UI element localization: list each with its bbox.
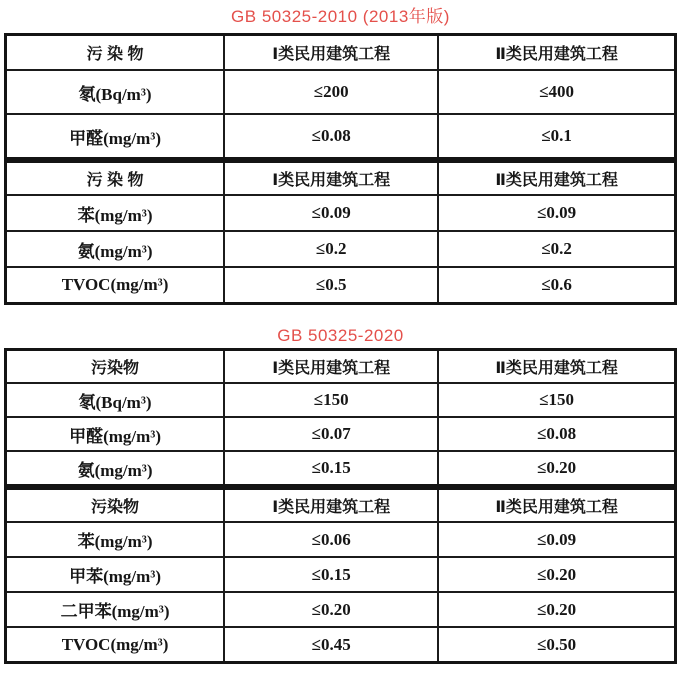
limit-value-cell: ≤150	[438, 383, 675, 417]
header-row	[6, 162, 676, 196]
limit-value-cell: ≤400	[438, 70, 675, 114]
column-header: 污 染 物	[6, 162, 225, 196]
column-header: 污染物	[6, 350, 225, 384]
table-row	[6, 195, 676, 231]
limit-value-cell: ≤0.2	[438, 231, 675, 267]
table-row	[6, 383, 676, 417]
limit-value-cell: ≤0.15	[224, 557, 438, 592]
pollutant-name-cell: TVOC(mg/m³)	[6, 627, 225, 663]
pollutant-name-cell: 苯(mg/m³)	[6, 522, 225, 557]
limit-value-cell: ≤0.08	[224, 114, 438, 159]
header-row	[6, 35, 676, 71]
pollutant-name-cell: 二甲苯(mg/m³)	[6, 592, 225, 627]
limit-value-cell: ≤0.1	[438, 114, 675, 159]
table-row	[6, 451, 676, 486]
limit-value-cell: ≤0.20	[438, 592, 675, 627]
table-row	[6, 522, 676, 557]
table-2020-radon-formaldehyde-ammonia	[4, 348, 677, 487]
column-header: Ⅱ类民用建筑工程	[438, 489, 675, 523]
limit-value-cell: ≤200	[224, 70, 438, 114]
pollutant-name-cell: 甲醛(mg/m³)	[6, 114, 225, 159]
column-header: 污染物	[6, 489, 225, 523]
table-2020-benzene-toluene-xylene-tvoc	[4, 487, 677, 664]
pollutant-name-cell: 氡(Bq/m³)	[6, 383, 225, 417]
limit-value-cell: ≤0.15	[224, 451, 438, 486]
limit-value-cell: ≤0.20	[438, 451, 675, 486]
limit-value-cell: ≤0.6	[438, 267, 675, 304]
limit-value-cell: ≤0.50	[438, 627, 675, 663]
limit-value-cell: ≤0.45	[224, 627, 438, 663]
section-title-gb50325-2020: GB 50325-2020	[277, 326, 404, 345]
limit-value-cell: ≤0.06	[224, 522, 438, 557]
pollutant-name-cell: 甲苯(mg/m³)	[6, 557, 225, 592]
table-row	[6, 627, 676, 663]
limit-value-cell: ≤0.07	[224, 417, 438, 451]
limit-value-cell: ≤0.5	[224, 267, 438, 304]
table-row	[6, 592, 676, 627]
table-row	[6, 231, 676, 267]
column-header: Ⅱ类民用建筑工程	[438, 162, 675, 196]
limit-value-cell: ≤0.20	[224, 592, 438, 627]
limit-value-cell: ≤0.20	[438, 557, 675, 592]
pollutant-name-cell: 苯(mg/m³)	[6, 195, 225, 231]
table-row	[6, 70, 676, 114]
limit-value-cell: ≤0.09	[438, 195, 675, 231]
column-header: Ⅱ类民用建筑工程	[438, 35, 675, 71]
table-row	[6, 114, 676, 159]
column-header: Ⅰ类民用建筑工程	[224, 35, 438, 71]
column-header: Ⅰ类民用建筑工程	[224, 350, 438, 384]
pollutant-name-cell: 氨(mg/m³)	[6, 231, 225, 267]
column-header: Ⅰ类民用建筑工程	[224, 489, 438, 523]
header-row	[6, 350, 676, 384]
header-row	[6, 489, 676, 523]
table-row	[6, 557, 676, 592]
pollutant-name-cell: 氡(Bq/m³)	[6, 70, 225, 114]
column-header: Ⅱ类民用建筑工程	[438, 350, 675, 384]
limit-value-cell: ≤0.08	[438, 417, 675, 451]
table-row	[6, 417, 676, 451]
limit-value-cell: ≤150	[224, 383, 438, 417]
pollutant-name-cell: 氨(mg/m³)	[6, 451, 225, 486]
limit-value-cell: ≤0.2	[224, 231, 438, 267]
column-header: Ⅰ类民用建筑工程	[224, 162, 438, 196]
limit-value-cell: ≤0.09	[224, 195, 438, 231]
section-title-gb50325-2010: GB 50325-2010 (2013年版)	[231, 7, 450, 26]
limit-value-cell: ≤0.09	[438, 522, 675, 557]
column-header: 污 染 物	[6, 35, 225, 71]
pollutant-name-cell: 甲醛(mg/m³)	[6, 417, 225, 451]
pollutant-name-cell: TVOC(mg/m³)	[6, 267, 225, 304]
table-2010-radon-formaldehyde	[4, 33, 677, 160]
table-2010-benzene-ammonia-tvoc	[4, 160, 677, 305]
table-row	[6, 267, 676, 304]
